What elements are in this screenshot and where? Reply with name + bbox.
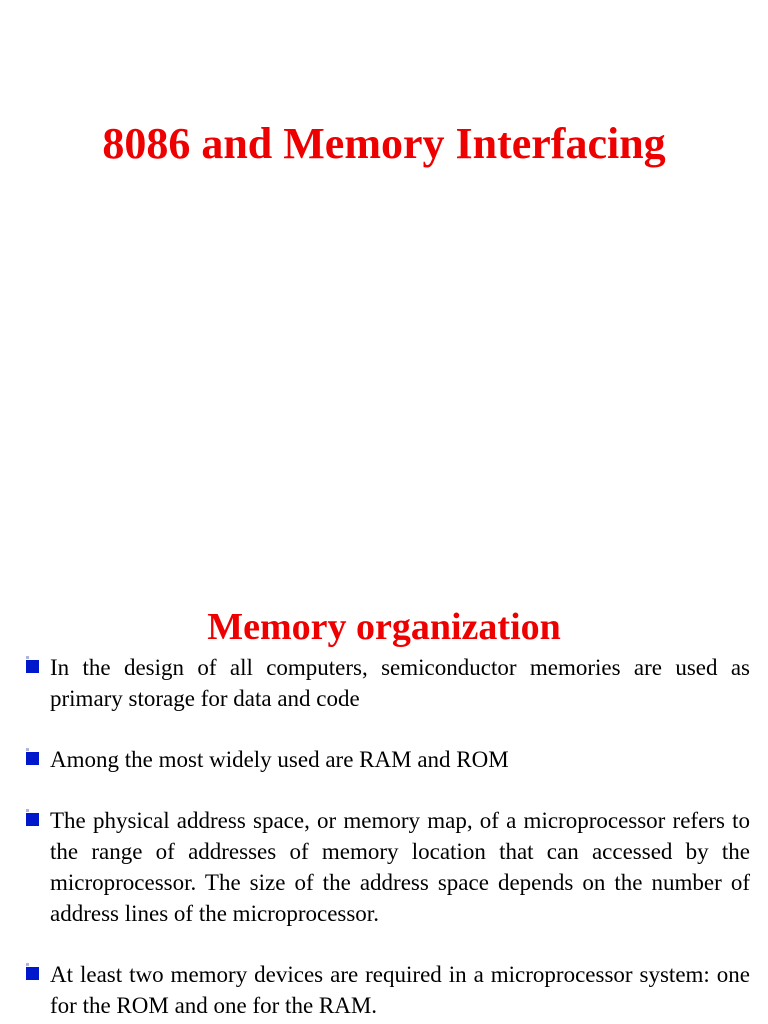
square-bullet-icon [26, 813, 39, 826]
section-heading: Memory organization [207, 606, 561, 648]
bullet-item [20, 959, 750, 1021]
bullet-item [20, 652, 750, 714]
bullet-item [20, 744, 750, 775]
bullet-text: At least two memory devices are required in a microprocessor system: one for the ROM and one for the RAM. [50, 962, 750, 1018]
bullet-text: Among the most widely used are RAM and ROM [50, 747, 509, 772]
bullet-item [20, 805, 750, 929]
bullet-text: The physical address space, or memory map, of a microprocessor refers to the range of addresses of memory location that can accessed by the microprocessor. The size of the address space depends on the number of address lines of the microprocessor. [50, 808, 750, 926]
bullet-list [20, 652, 750, 1021]
square-bullet-icon [26, 967, 39, 980]
slide-title: 8086 and Memory Interfacing [102, 119, 666, 168]
square-bullet-icon [26, 660, 39, 673]
square-bullet-icon [26, 752, 39, 765]
bullet-text: In the design of all computers, semiconductor memories are used as primary storage for data and code [50, 655, 750, 711]
